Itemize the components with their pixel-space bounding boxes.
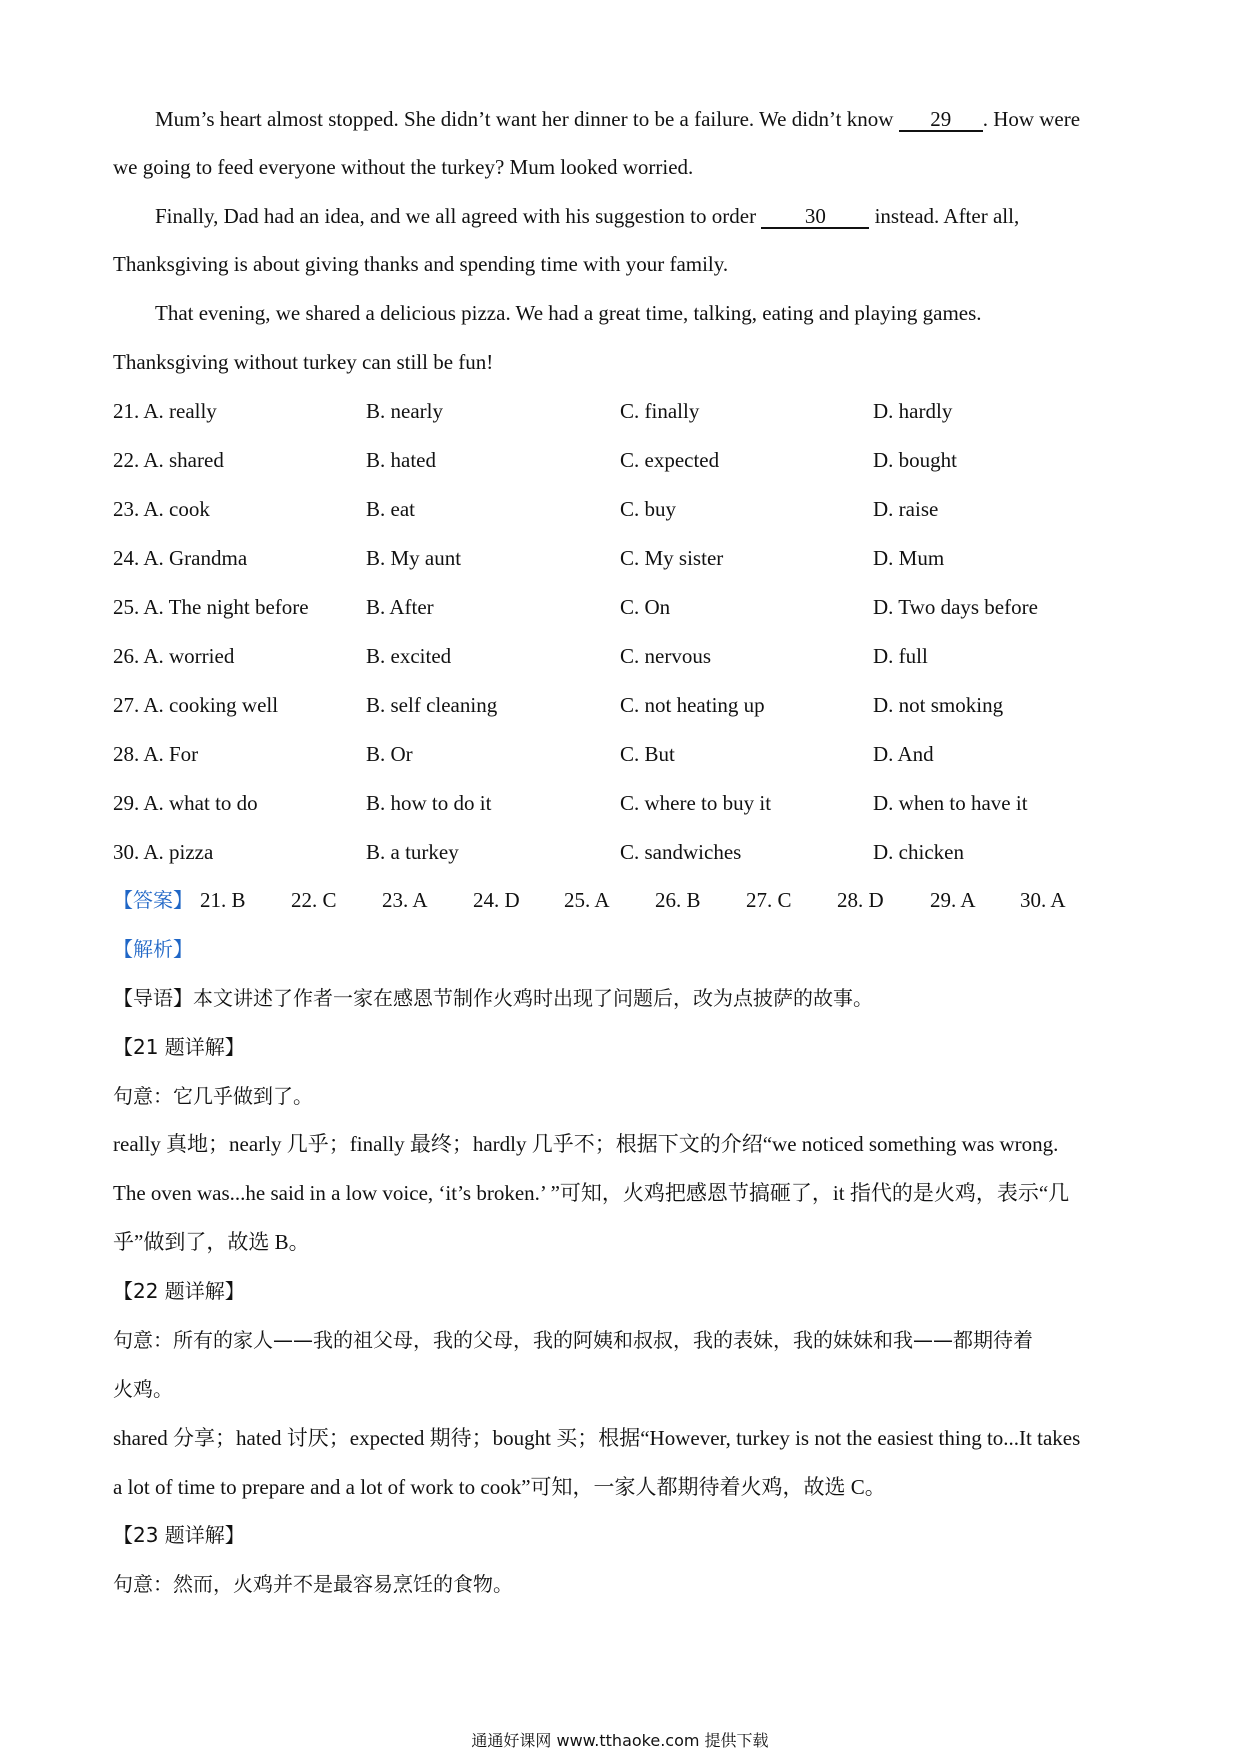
option-c: C. expected [620,448,720,472]
option-d: D. not smoking [873,693,1004,717]
option-d: D. hardly [873,399,953,423]
question-row [113,446,1133,474]
option-b: B. hated [366,448,436,472]
q22-explanation: shared 分享；hated 讨厌；expected 期待；bought 买；根据“However, turkey is not the easiest thing to...It takes [113,1426,1081,1450]
option-b: B. a turkey [366,840,459,864]
answer-item: 29. A [930,888,976,912]
option-c: C. buy [620,497,677,521]
option-a: 27. A. cooking well [113,693,279,717]
option-a: 22. A. shared [113,448,224,472]
option-a: 23. A. cook [113,497,210,521]
question-row [113,544,1133,572]
option-b: B. My aunt [366,546,462,570]
passage-text: . How were [982,107,1081,131]
answer-item: 30. A [1020,888,1066,912]
option-d: D. full [873,644,928,668]
option-b: B. eat [366,497,415,521]
option-d: D. bought [873,448,957,472]
q22-meaning: 句意：所有的家人——我的祖父母，我的父母，我的阿姨和叔叔，我的表妹，我的妹妹和我——都期待着 [113,1328,1033,1352]
answer-item: 27. C [746,888,792,912]
answer-item: 25. A [564,888,610,912]
option-b: B. After [366,595,434,619]
option-c: C. finally [620,399,700,423]
question-row [113,691,1133,719]
option-d: D. chicken [873,840,964,864]
q21-explanation: 乎”做到了，故选 B。 [113,1230,310,1254]
option-c: C. nervous [620,644,711,668]
passage-text: Mum’s heart almost stopped. She didn’t want her dinner to be a failure. We didn’t know [155,107,899,131]
page-footer: 通通好课网 www.tthaoke.com 提供下载 [471,1731,769,1750]
answer-item: 21. B [200,888,246,912]
passage-text: instead. After all, [869,204,1020,228]
answer-item: 26. B [655,888,701,912]
answer-item: 28. D [837,888,884,912]
option-d: D. Two days before [873,595,1038,619]
passage-line: Thanksgiving is about giving thanks and spending time with your family. [113,252,729,276]
passage-line: we going to feed everyone without the turkey? Mum looked worried. [113,155,694,179]
option-c: C. not heating up [620,693,765,717]
option-b: B. excited [366,644,452,668]
option-b: B. nearly [366,399,443,423]
analysis-label: 【解析】 [113,937,193,961]
q21-explanation: The oven was...he said in a low voice, ‘it’s broken.’ ”可知，火鸡把感恩节搞砸了，it 指代的是火鸡，表示“几 [113,1181,1070,1205]
option-b: B. how to do it [366,791,492,815]
option-a: 29. A. what to do [113,791,258,815]
option-a: 26. A. worried [113,644,235,668]
q22-title: 【22 题详解】 [113,1279,245,1303]
option-d: D. And [873,742,934,766]
option-c: C. But [620,742,675,766]
q21-title: 【21 题详解】 [113,1035,245,1059]
blank-30: 30 [761,205,869,229]
option-c: C. sandwiches [620,840,742,864]
question-row [113,838,1133,866]
answer-label: 【答案】 [113,888,193,912]
q21-meaning: 句意：它几乎做到了。 [113,1084,313,1108]
blank-29: 29 [899,108,983,132]
passage-line [155,105,1175,133]
answer-key [113,886,1133,914]
question-row [113,593,1133,621]
passage-line: Thanksgiving without turkey can still be fun! [113,350,494,374]
passage-line [155,202,1175,230]
option-d: D. Mum [873,546,945,570]
passage-text: Finally, Dad had an idea, and we all agreed with his suggestion to order [155,204,762,228]
question-row [113,789,1133,817]
question-row [113,740,1133,768]
q22-explanation: a lot of time to prepare and a lot of work to cook”可知，一家人都期待着火鸡，故选 C。 [113,1475,886,1499]
option-d: D. raise [873,497,939,521]
q22-meaning: 火鸡。 [113,1377,173,1401]
option-d: D. when to have it [873,791,1028,815]
answer-item: 24. D [473,888,520,912]
option-a: 25. A. The night before [113,595,309,619]
passage-line: That evening, we shared a delicious pizza. We had a great time, talking, eating and playing games. [155,301,982,325]
question-row [113,642,1133,670]
q23-title: 【23 题详解】 [113,1523,245,1547]
guide-text: 【导语】本文讲述了作者一家在感恩节制作火鸡时出现了问题后，改为点披萨的故事。 [113,986,873,1010]
option-b: B. self cleaning [366,693,498,717]
option-a: 24. A. Grandma [113,546,248,570]
option-c: C. My sister [620,546,724,570]
option-b: B. Or [366,742,413,766]
answer-item: 23. A [382,888,428,912]
option-c: C. where to buy it [620,791,772,815]
option-c: C. On [620,595,671,619]
question-row [113,397,1133,425]
option-a: 21. A. really [113,399,217,423]
question-row [113,495,1133,523]
option-a: 30. A. pizza [113,840,214,864]
option-a: 28. A. For [113,742,199,766]
q21-explanation: really 真地；nearly 几乎；finally 最终；hardly 几乎不；根据下文的介绍“we noticed something was wrong. [113,1132,1059,1156]
q23-meaning: 句意：然而，火鸡并不是最容易烹饪的食物。 [113,1572,513,1596]
answer-item: 22. C [291,888,337,912]
